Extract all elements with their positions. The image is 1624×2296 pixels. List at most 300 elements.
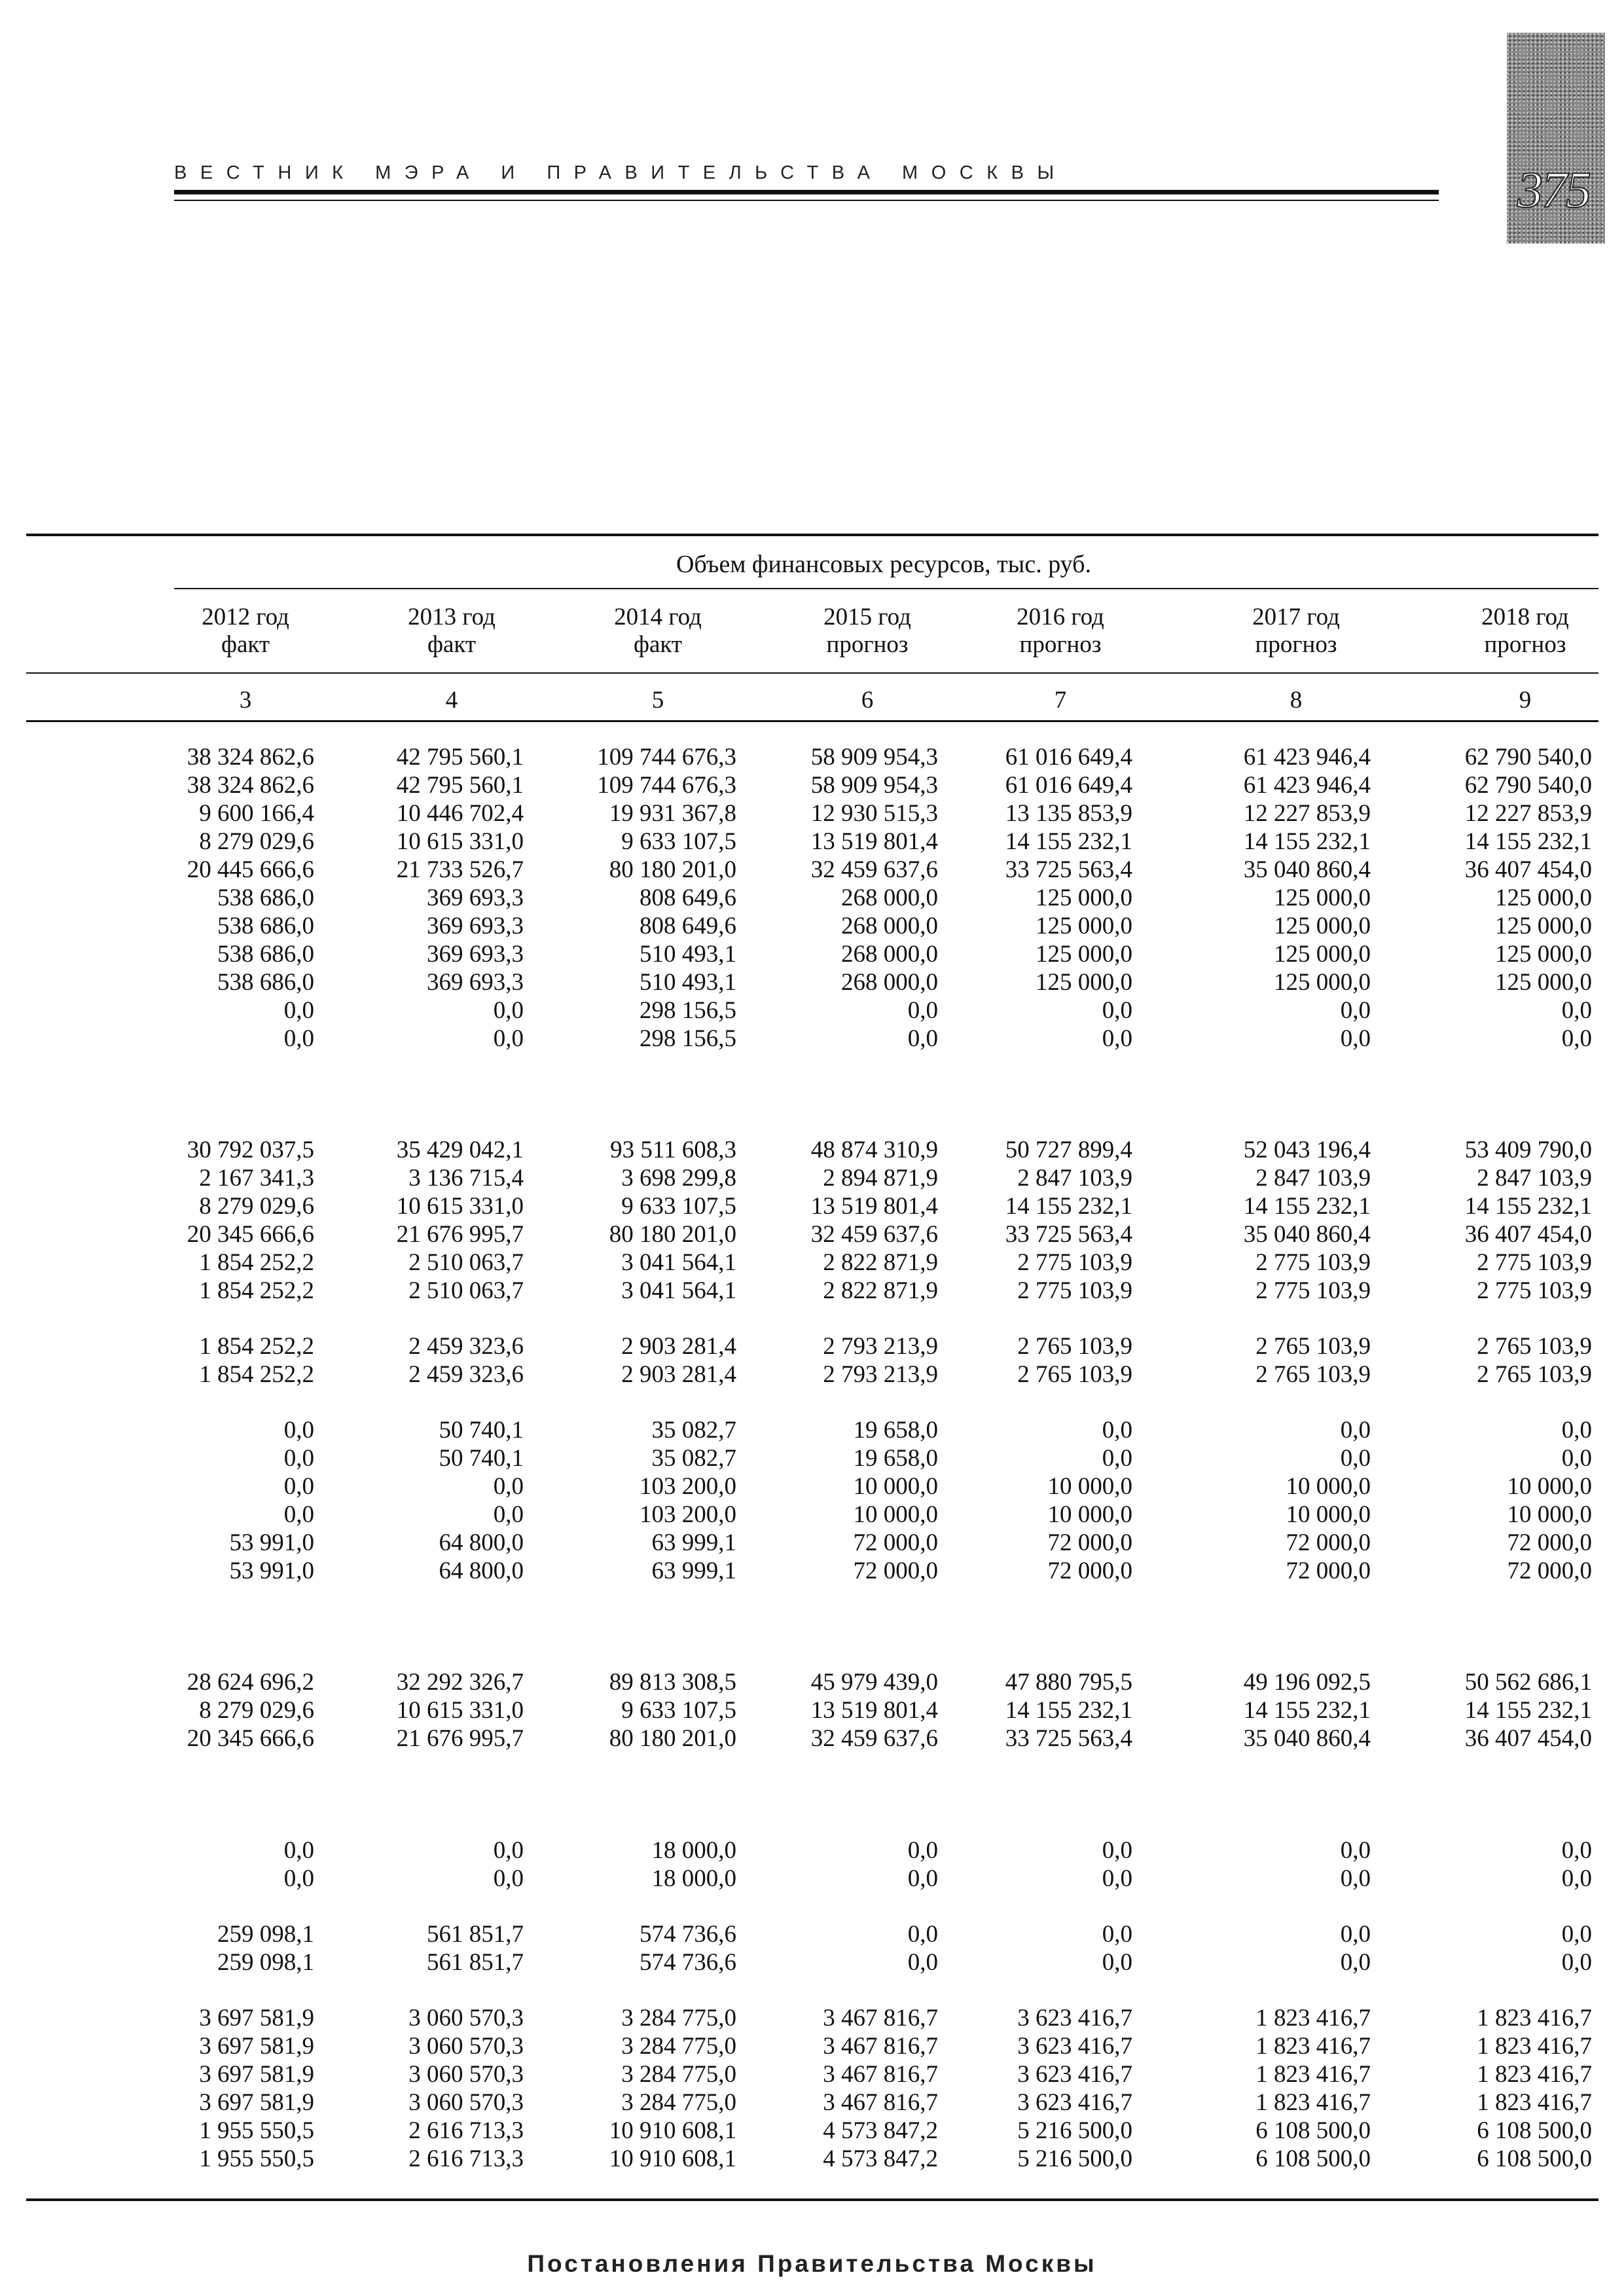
table-cell: 35 040 860,4: [1243, 1725, 1371, 1752]
table-cell: 0,0: [1340, 1417, 1371, 1444]
table-cell: 268 000,0: [841, 969, 938, 996]
table-cell: 9 633 107,5: [621, 828, 736, 855]
table-cell: 0,0: [907, 1025, 938, 1052]
table-cell: 0,0: [283, 1501, 314, 1528]
table-cell: 109 744 676,3: [597, 744, 736, 771]
table-cell: 13 519 801,4: [810, 1193, 938, 1220]
table-cell: 50 727 899,4: [1005, 1137, 1132, 1163]
table-cell: 8 279 029,6: [199, 828, 314, 855]
table-cell: 2 765 103,9: [1017, 1333, 1132, 1360]
table-cell: 2 775 103,9: [1255, 1277, 1371, 1304]
table-cell: 125 000,0: [1036, 884, 1132, 911]
table-cell: 2 847 103,9: [1255, 1165, 1371, 1192]
table-cell: 298 156,5: [640, 1025, 736, 1052]
table-cell: 3 041 564,1: [621, 1249, 736, 1276]
table-cell: 89 813 308,5: [609, 1669, 736, 1696]
table-cell: 1 823 416,7: [1477, 2061, 1592, 2088]
table-cell: 538 686,0: [217, 913, 314, 939]
table-cell: 50 562 686,1: [1464, 1669, 1592, 1696]
table-cell: 125 000,0: [1495, 969, 1592, 996]
table-cell: 2 765 103,9: [1477, 1333, 1592, 1360]
table-cell: 32 459 637,6: [810, 1221, 938, 1248]
table-cell: 33 725 563,4: [1005, 1725, 1132, 1752]
table-cell: 35 429 042,1: [396, 1137, 524, 1163]
table-cell: 103 200,0: [640, 1473, 736, 1500]
column-number: 3: [239, 687, 252, 714]
table-cell: 3 467 816,7: [823, 2005, 938, 2032]
table-cell: 369 693,3: [427, 969, 524, 996]
table-cell: 10 910 608,1: [609, 2117, 736, 2144]
table-cell: 2 775 103,9: [1255, 1249, 1371, 1276]
table-cell: 12 227 853,9: [1243, 800, 1371, 827]
table-cell: 3 041 564,1: [621, 1277, 736, 1304]
table-cell: 2 793 213,9: [823, 1361, 938, 1388]
table-cell: 125 000,0: [1495, 884, 1592, 911]
table-cell: 0,0: [283, 1865, 314, 1892]
column-year: 2013 год: [408, 604, 496, 630]
group-heading-rule: [174, 588, 1598, 589]
table-cell: 36 407 454,0: [1464, 1725, 1592, 1752]
table-row: [0, 1277, 1624, 1305]
table-cell: 0,0: [1561, 1417, 1592, 1444]
table-cell: 0,0: [1102, 1445, 1132, 1472]
table-row: [0, 968, 1624, 996]
table-cell: 1 955 550,5: [199, 2117, 314, 2144]
table-cell: 125 000,0: [1274, 969, 1371, 996]
table-cell: 2 903 281,4: [621, 1333, 736, 1360]
table-cell: 0,0: [1340, 1025, 1371, 1052]
table-cell: 20 345 666,6: [187, 1221, 314, 1248]
table-cell: 0,0: [283, 1473, 314, 1500]
column-kind: факт: [427, 631, 477, 658]
table-row: [0, 2117, 1624, 2145]
table-cell: 0,0: [907, 997, 938, 1024]
table-cell: 6 108 500,0: [1477, 2145, 1592, 2172]
table-row: [0, 912, 1624, 940]
table-cell: 2 775 103,9: [1017, 1277, 1132, 1304]
table-cell: 6 108 500,0: [1255, 2117, 1371, 2144]
table-cell: 10 000,0: [1047, 1501, 1132, 1528]
table-cell: 103 200,0: [640, 1501, 736, 1528]
column-header: [579, 604, 736, 659]
table-row: [0, 884, 1624, 912]
table-cell: 2 167 341,3: [199, 1165, 314, 1192]
table-cell: 2 775 103,9: [1477, 1249, 1592, 1276]
table-cell: 0,0: [283, 1025, 314, 1052]
column-header: [167, 604, 324, 659]
column-number: 6: [861, 687, 874, 714]
table-cell: 0,0: [493, 997, 524, 1024]
table-cell: 72 000,0: [853, 1558, 938, 1584]
table-cell: 0,0: [1340, 997, 1371, 1024]
table-cell: 510 493,1: [640, 969, 736, 996]
table-cell: 32 459 637,6: [810, 856, 938, 883]
table-cell: 80 180 201,0: [609, 1725, 736, 1752]
table-cell: 2 616 713,3: [408, 2145, 524, 2172]
table-cell: 36 407 454,0: [1464, 856, 1592, 883]
table-cell: 61 423 946,4: [1243, 772, 1371, 799]
table-cell: 14 155 232,1: [1243, 1697, 1371, 1724]
table-cell: 2 510 063,7: [408, 1249, 524, 1276]
column-number: 7: [1054, 687, 1067, 714]
table-cell: 0,0: [1561, 1921, 1592, 1948]
table-cell: 268 000,0: [841, 913, 938, 939]
table-cell: 5 216 500,0: [1017, 2145, 1132, 2172]
table-cell: 72 000,0: [853, 1529, 938, 1556]
table-row: [0, 1529, 1624, 1557]
table-cell: 259 098,1: [217, 1949, 314, 1976]
table-cell: 20 345 666,6: [187, 1725, 314, 1752]
table-cell: 14 155 232,1: [1005, 1193, 1132, 1220]
table-cell: 3 623 416,7: [1017, 2061, 1132, 2088]
table-cell: 63 999,1: [651, 1558, 736, 1584]
table-cell: 64 800,0: [439, 1529, 524, 1556]
section-title: Постановления Правительства Москвы: [527, 2250, 1097, 2277]
table-cell: 0,0: [493, 1865, 524, 1892]
table-cell: 0,0: [1561, 1025, 1592, 1052]
table-cell: 3 060 570,3: [408, 2089, 524, 2116]
table-cell: 2 765 103,9: [1477, 1361, 1592, 1388]
table-cell: 268 000,0: [841, 884, 938, 911]
table-cell: 0,0: [1102, 1921, 1132, 1948]
table-cell: 3 697 581,9: [199, 2033, 314, 2060]
table-cell: 10 615 331,0: [396, 1193, 524, 1220]
table-row: [0, 1865, 1624, 1893]
table-cell: 0,0: [493, 1473, 524, 1500]
table-row: [0, 2060, 1624, 2088]
table-cell: 0,0: [907, 1949, 938, 1976]
table-cell: 72 000,0: [1286, 1558, 1371, 1584]
table-cell: 3 284 775,0: [621, 2005, 736, 2032]
table-cell: 3 284 775,0: [621, 2061, 736, 2088]
table-cell: 538 686,0: [217, 941, 314, 968]
table-cell: 38 324 862,6: [187, 744, 314, 771]
table-cell: 1 823 416,7: [1477, 2033, 1592, 2060]
table-cell: 14 155 232,1: [1005, 1697, 1132, 1724]
table-cell: 3 467 816,7: [823, 2033, 938, 2060]
table-cell: 72 000,0: [1286, 1529, 1371, 1556]
table-cell: 0,0: [1561, 1837, 1592, 1864]
table-cell: 2 894 871,9: [823, 1165, 938, 1192]
column-year: 2015 год: [823, 604, 911, 630]
table-cell: 3 060 570,3: [408, 2033, 524, 2060]
table-cell: 3 284 775,0: [621, 2089, 736, 2116]
table-cell: 1 955 550,5: [199, 2145, 314, 2172]
table-cell: 33 725 563,4: [1005, 1221, 1132, 1248]
table-cell: 2 459 323,6: [408, 1361, 524, 1388]
table-row: [0, 1248, 1624, 1277]
table-cell: 6 108 500,0: [1255, 2145, 1371, 2172]
table-row: [0, 1192, 1624, 1220]
table-top-rule: [26, 534, 1598, 536]
table-cell: 2 510 063,7: [408, 1277, 524, 1304]
table-cell: 10 000,0: [1047, 1473, 1132, 1500]
header-rule-thin: [174, 200, 1439, 201]
table-cell: 21 676 995,7: [396, 1725, 524, 1752]
table-cell: 1 823 416,7: [1477, 2089, 1592, 2116]
table-cell: 14 155 232,1: [1464, 828, 1592, 855]
table-cell: 2 793 213,9: [823, 1333, 938, 1360]
table-cell: 3 467 816,7: [823, 2061, 938, 2088]
table-cell: 125 000,0: [1274, 941, 1371, 968]
table-row: [0, 2004, 1624, 2032]
table-cell: 125 000,0: [1274, 884, 1371, 911]
table-cell: 2 822 871,9: [823, 1277, 938, 1304]
table-cell: 259 098,1: [217, 1921, 314, 1948]
column-header: [373, 604, 530, 659]
column-year: 2018 год: [1481, 604, 1569, 630]
table-cell: 72 000,0: [1507, 1558, 1592, 1584]
table-cell: 10 446 702,4: [396, 800, 524, 827]
table-cell: 64 800,0: [439, 1558, 524, 1584]
table-cell: 0,0: [1561, 1949, 1592, 1976]
table-cell: 0,0: [1102, 997, 1132, 1024]
table-cell: 35 040 860,4: [1243, 1221, 1371, 1248]
table-cell: 2 847 103,9: [1017, 1165, 1132, 1192]
table-cell: 53 991,0: [229, 1558, 314, 1584]
table-cell: 35 082,7: [651, 1445, 736, 1472]
table-row: [0, 1444, 1624, 1472]
table-cell: 10 000,0: [853, 1473, 938, 1500]
table-cell: 32 459 637,6: [810, 1725, 938, 1752]
table-row: [0, 1920, 1624, 1948]
table-cell: 80 180 201,0: [609, 856, 736, 883]
table-cell: 4 573 847,2: [823, 2145, 938, 2172]
table-cell: 61 016 649,4: [1005, 744, 1132, 771]
table-cell: 3 697 581,9: [199, 2005, 314, 2032]
table-cell: 0,0: [1561, 1865, 1592, 1892]
table-cell: 62 790 540,0: [1464, 772, 1592, 799]
column-kind: прогноз: [1255, 631, 1337, 658]
table-row: [0, 1136, 1624, 1164]
table-cell: 369 693,3: [427, 941, 524, 968]
table-cell: 0,0: [1340, 1445, 1371, 1472]
table-cell: 61 016 649,4: [1005, 772, 1132, 799]
table-cell: 1 823 416,7: [1477, 2005, 1592, 2032]
table-cell: 45 979 439,0: [810, 1669, 938, 1696]
table-cell: 3 698 299,8: [621, 1165, 736, 1192]
table-cell: 268 000,0: [841, 941, 938, 968]
table-cell: 14 155 232,1: [1005, 828, 1132, 855]
column-number: 8: [1290, 687, 1303, 714]
table-row: [0, 996, 1624, 1025]
table-cell: 2 822 871,9: [823, 1249, 938, 1276]
table-row: [0, 1668, 1624, 1696]
table-cell: 1 823 416,7: [1255, 2033, 1371, 2060]
column-header: [982, 604, 1139, 659]
table-cell: 32 292 326,7: [396, 1669, 524, 1696]
table-row: [0, 856, 1624, 884]
table-row: [0, 1416, 1624, 1444]
table-cell: 574 736,6: [640, 1921, 736, 1948]
table-cell: 2 903 281,4: [621, 1361, 736, 1388]
table-cell: 42 795 560,1: [396, 744, 524, 771]
table-cell: 125 000,0: [1036, 913, 1132, 939]
table-cell: 20 445 666,6: [187, 856, 314, 883]
table-cell: 0,0: [283, 997, 314, 1024]
table-cell: 369 693,3: [427, 913, 524, 939]
table-cell: 3 060 570,3: [408, 2061, 524, 2088]
table-row: [0, 940, 1624, 968]
table-cell: 80 180 201,0: [609, 1221, 736, 1248]
table-cell: 53 409 790,0: [1464, 1137, 1592, 1163]
table-cell: 58 909 954,3: [810, 744, 938, 771]
table-cell: 0,0: [1102, 1025, 1132, 1052]
table-cell: 10 000,0: [1507, 1473, 1592, 1500]
table-cell: 9 633 107,5: [621, 1697, 736, 1724]
table-cell: 4 573 847,2: [823, 2117, 938, 2144]
table-cell: 72 000,0: [1507, 1529, 1592, 1556]
table-cell: 72 000,0: [1047, 1558, 1132, 1584]
column-year: 2014 год: [614, 604, 702, 630]
table-cell: 62 790 540,0: [1464, 744, 1592, 771]
table-cell: 10 000,0: [1286, 1501, 1371, 1528]
table-cell: 0,0: [907, 1865, 938, 1892]
table-cell: 0,0: [493, 1501, 524, 1528]
column-kind: факт: [221, 631, 270, 658]
table-cell: 125 000,0: [1495, 941, 1592, 968]
table-cell: 19 931 367,8: [609, 800, 736, 827]
table-cell: 808 649,6: [640, 913, 736, 939]
column-number: 9: [1519, 687, 1532, 714]
column-header-rule: [26, 672, 1598, 674]
table-cell: 0,0: [1102, 1417, 1132, 1444]
table-cell: 125 000,0: [1495, 913, 1592, 939]
table-cell: 0,0: [1340, 1865, 1371, 1892]
table-cell: 125 000,0: [1036, 969, 1132, 996]
table-row: [0, 1360, 1624, 1389]
table-cell: 2 765 103,9: [1017, 1361, 1132, 1388]
table-cell: 10 615 331,0: [396, 1697, 524, 1724]
table-cell: 18 000,0: [651, 1837, 736, 1864]
table-row: [0, 2088, 1624, 2117]
column-kind: факт: [633, 631, 683, 658]
table-row: [0, 1836, 1624, 1865]
table-cell: 10 000,0: [1286, 1473, 1371, 1500]
column-kind: прогноз: [1019, 631, 1102, 658]
table-bottom-rule: [26, 2198, 1598, 2201]
table-cell: 30 792 037,5: [187, 1137, 314, 1163]
table-cell: 21 676 995,7: [396, 1221, 524, 1248]
table-cell: 109 744 676,3: [597, 772, 736, 799]
table-cell: 0,0: [1340, 1921, 1371, 1948]
table-cell: 14 155 232,1: [1464, 1697, 1592, 1724]
table-cell: 50 740,1: [439, 1417, 524, 1444]
column-header: [1218, 604, 1375, 659]
table-cell: 19 658,0: [853, 1445, 938, 1472]
table-cell: 18 000,0: [651, 1865, 736, 1892]
table-cell: 125 000,0: [1036, 941, 1132, 968]
table-cell: 10 615 331,0: [396, 828, 524, 855]
table-cell: 63 999,1: [651, 1529, 736, 1556]
table-cell: 1 854 252,2: [199, 1333, 314, 1360]
table-row: [0, 2145, 1624, 2173]
table-cell: 58 909 954,3: [810, 772, 938, 799]
column-number: 4: [445, 687, 458, 714]
column-header: [789, 604, 946, 659]
table-cell: 12 930 515,3: [810, 800, 938, 827]
table-row: [0, 828, 1624, 856]
table-cell: 42 795 560,1: [396, 772, 524, 799]
table-row: [0, 771, 1624, 799]
table-cell: 10 000,0: [853, 1501, 938, 1528]
table-cell: 53 991,0: [229, 1529, 314, 1556]
table-cell: 21 733 526,7: [396, 856, 524, 883]
column-number: 5: [651, 687, 664, 714]
table-row: [0, 1332, 1624, 1360]
table-cell: 10 910 608,1: [609, 2145, 736, 2172]
page-number: 375: [1517, 161, 1590, 218]
table-cell: 14 155 232,1: [1243, 828, 1371, 855]
table-cell: 2 847 103,9: [1477, 1165, 1592, 1192]
table-cell: 0,0: [1561, 1445, 1592, 1472]
table-cell: 35 082,7: [651, 1417, 736, 1444]
table-row: [0, 1220, 1624, 1248]
table-cell: 0,0: [283, 1445, 314, 1472]
table-cell: 10 000,0: [1507, 1501, 1592, 1528]
table-row: [0, 799, 1624, 828]
table-row: [0, 1025, 1624, 1053]
table-cell: 0,0: [1561, 997, 1592, 1024]
table-cell: 49 196 092,5: [1243, 1669, 1371, 1696]
table-cell: 808 649,6: [640, 884, 736, 911]
table-cell: 48 874 310,9: [810, 1137, 938, 1163]
table-cell: 2 765 103,9: [1255, 1333, 1371, 1360]
table-cell: 9 600 166,4: [199, 800, 314, 827]
table-row: [0, 1948, 1624, 1977]
table-cell: 538 686,0: [217, 884, 314, 911]
table-cell: 3 060 570,3: [408, 2005, 524, 2032]
table-cell: 1 854 252,2: [199, 1249, 314, 1276]
table-cell: 1 823 416,7: [1255, 2061, 1371, 2088]
column-kind: прогноз: [826, 631, 909, 658]
table-cell: 3 136 715,4: [408, 1165, 524, 1192]
table-cell: 61 423 946,4: [1243, 744, 1371, 771]
table-cell: 19 658,0: [853, 1417, 938, 1444]
table-cell: 561 851,7: [427, 1949, 524, 1976]
table-cell: 72 000,0: [1047, 1529, 1132, 1556]
table-cell: 0,0: [1102, 1865, 1132, 1892]
table-cell: 0,0: [1102, 1837, 1132, 1864]
table-cell: 1 854 252,2: [199, 1361, 314, 1388]
table-row: [0, 1724, 1624, 1753]
table-cell: 0,0: [1340, 1949, 1371, 1976]
table-cell: 47 880 795,5: [1005, 1669, 1132, 1696]
table-cell: 3 697 581,9: [199, 2061, 314, 2088]
table-cell: 0,0: [493, 1025, 524, 1052]
table-cell: 35 040 860,4: [1243, 856, 1371, 883]
table-cell: 538 686,0: [217, 969, 314, 996]
table-cell: 2 459 323,6: [408, 1333, 524, 1360]
table-cell: 28 624 696,2: [187, 1669, 314, 1696]
column-year: 2016 год: [1017, 604, 1104, 630]
table-cell: 8 279 029,6: [199, 1193, 314, 1220]
table-cell: 0,0: [283, 1837, 314, 1864]
table-group-heading: Объем финансовых ресурсов, тыс. руб.: [676, 551, 1092, 578]
table-row: [0, 2032, 1624, 2060]
table-cell: 2 765 103,9: [1255, 1361, 1371, 1388]
table-cell: 13 135 853,9: [1005, 800, 1132, 827]
table-cell: 6 108 500,0: [1477, 2117, 1592, 2144]
table-cell: 2 775 103,9: [1017, 1249, 1132, 1276]
table-cell: 38 324 862,6: [187, 772, 314, 799]
table-cell: 9 633 107,5: [621, 1193, 736, 1220]
table-cell: 1 823 416,7: [1255, 2005, 1371, 2032]
table-cell: 14 155 232,1: [1243, 1193, 1371, 1220]
table-cell: 369 693,3: [427, 884, 524, 911]
header-rule: [174, 190, 1439, 194]
column-number-rule: [26, 720, 1598, 722]
